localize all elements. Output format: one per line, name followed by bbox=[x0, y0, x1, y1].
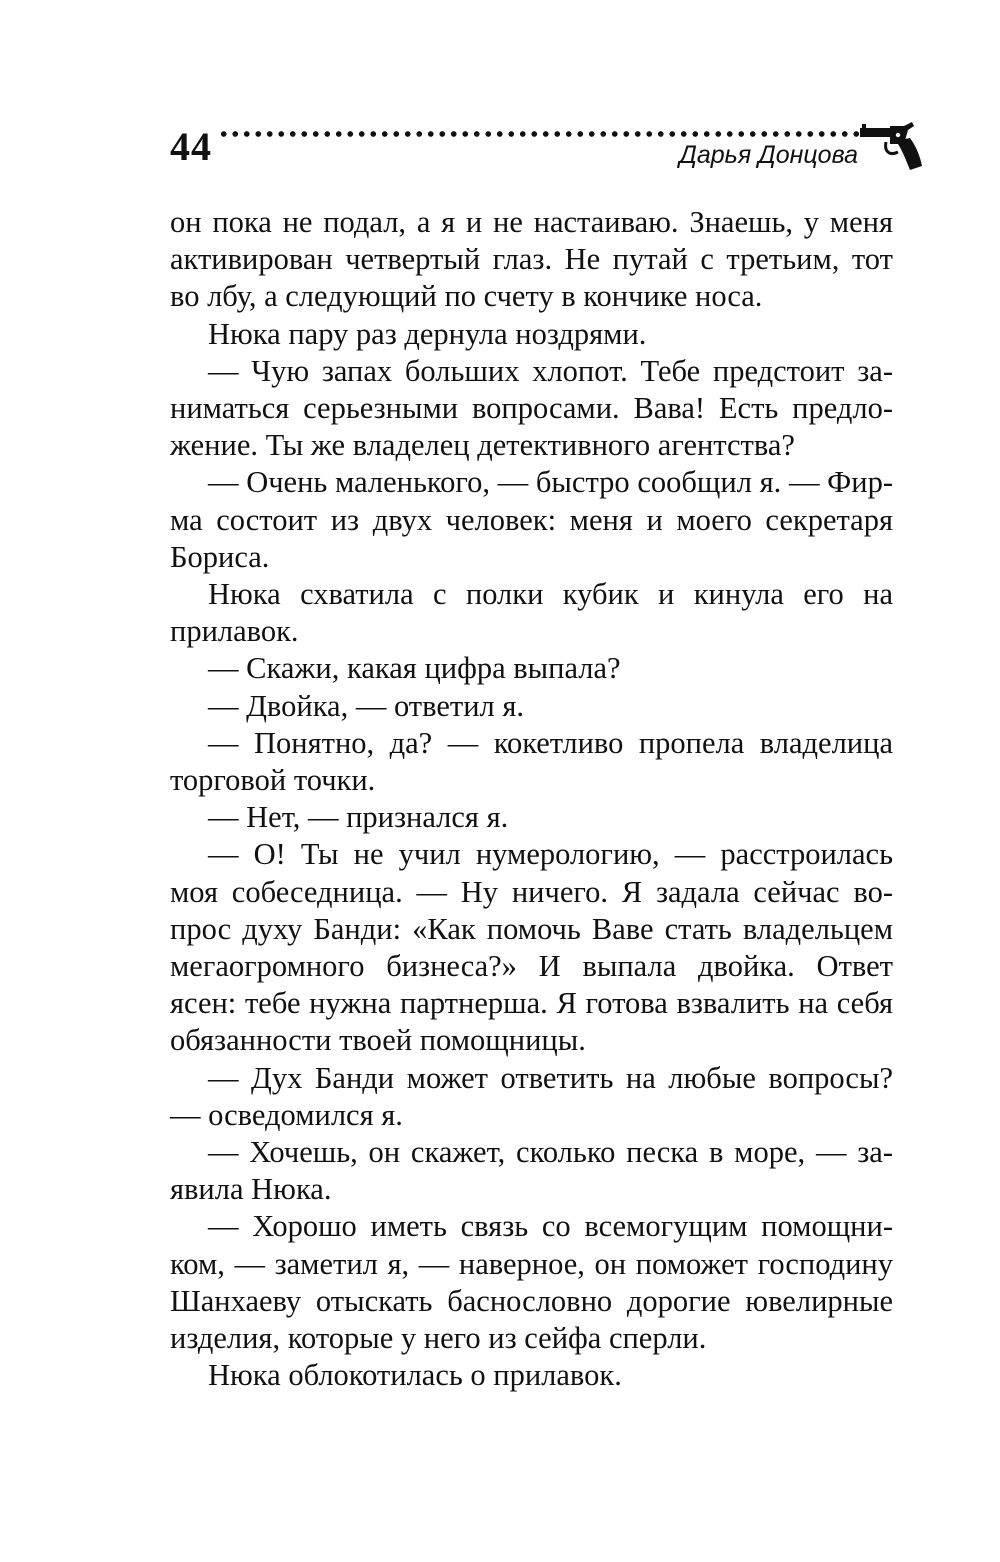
paragraph: — Понятно, да? — кокетливо пропела владелица торговой точки. bbox=[170, 725, 893, 798]
paragraph: Нюка облокотилась о прилавок. bbox=[208, 1358, 622, 1393]
paragraph: — Очень маленького, — быстро сообщил я. — Фирма состоит из двух человек: меня и моего секретаря Бориса. bbox=[170, 465, 893, 574]
paragraph: — О! Ты не учил нумерологию, — расстроилась моя собеседница. — Ну ничего. Я задала сейчас вопрос духу Банди: «Как помочь Ваве стать владельцем мегаогромного бизнеса?» И выпала двойка. Ответ ясен: тебе нужна партнерша. Я готова взвалить на себя обязанности твоей помощницы. bbox=[170, 837, 893, 1058]
paragraph: Нюка пару раз дернула ноздрями. bbox=[208, 316, 647, 351]
author-name: Дарья Донцова bbox=[679, 141, 858, 169]
paragraph: — Хочешь, он скажет, сколько песка в море, — заявила Нюка. bbox=[170, 1135, 893, 1207]
paragraph: — Скажи, какая цифра выпала? bbox=[208, 651, 621, 686]
paragraph: он пока не подал, а я и не настаиваю. Знаешь, у меня активирован четвертый глаз. Не путай с третьим, тот во лбу, а следующий по счету в кончике носа. bbox=[170, 205, 893, 314]
dotted-leader bbox=[218, 130, 862, 138]
revolver-icon bbox=[860, 122, 922, 170]
paragraph: — Хорошо иметь связь со всемогущим помощником, — заметил я, — наверное, он поможет господину Шанхаеву отыскать баснословно дорогие ювелирные изделия, которые у него из сейфа сперли. bbox=[170, 1209, 893, 1356]
paragraph: Нюка схватила с полки кубик и кинула его на прилавок. bbox=[170, 577, 893, 649]
paragraph: — Чую запах больших хлопот. Тебе предстоит заниматься серьезными вопросами. Вава! Есть предложение. Ты же владелец детективного агентства? bbox=[170, 353, 893, 463]
paragraph: — Нет, — признался я. bbox=[208, 800, 509, 835]
page-number: 44 bbox=[170, 124, 212, 169]
paragraph: — Дух Банди может ответить на любые вопросы? — осведомился я. bbox=[170, 1060, 893, 1132]
page-body bbox=[170, 204, 893, 1395]
running-header bbox=[170, 118, 922, 188]
paragraph: — Двойка, — ответил я. bbox=[208, 688, 525, 723]
